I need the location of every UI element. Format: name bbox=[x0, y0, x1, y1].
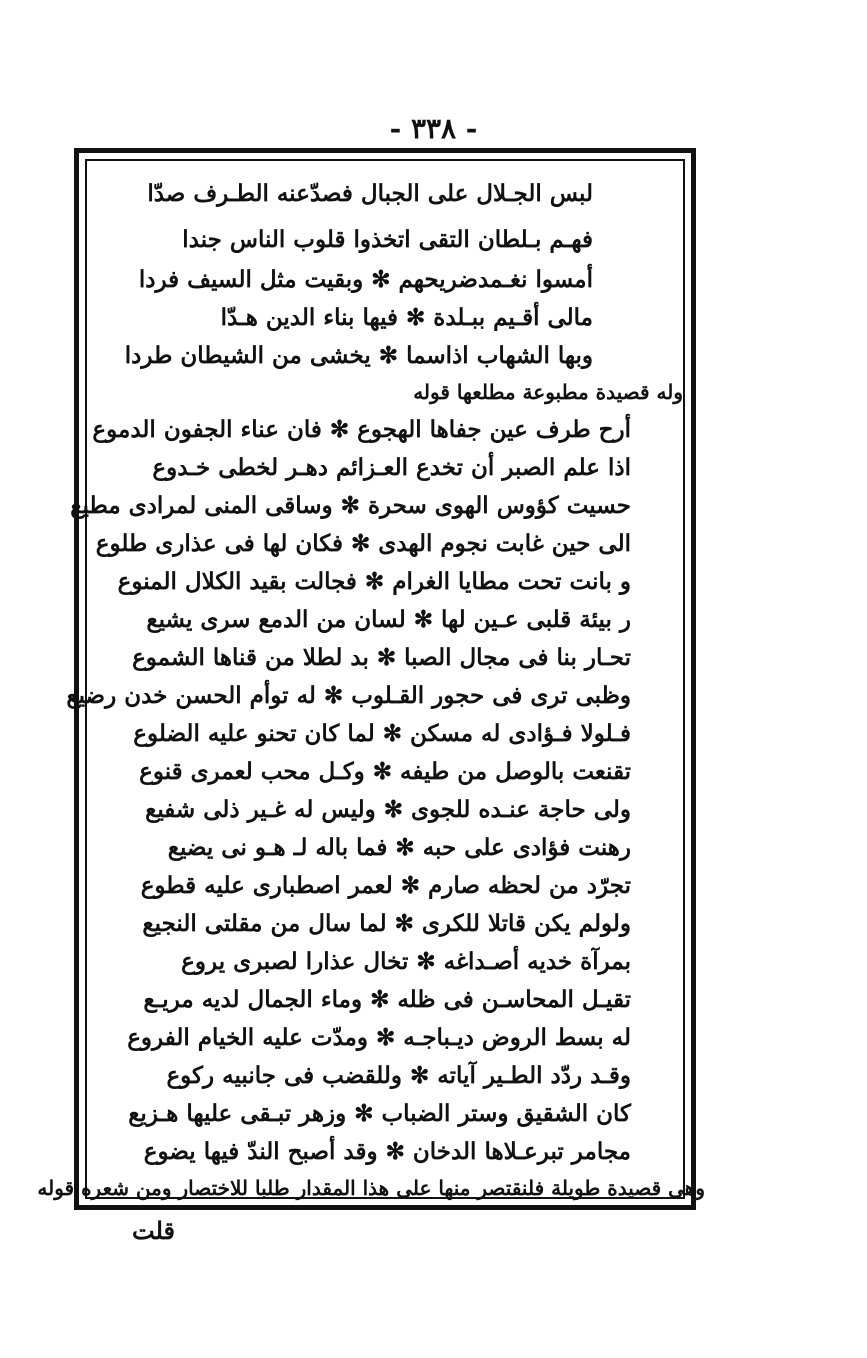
verse-line: لبس الجـلال على الجبال فصدّعنه الطـرف صدّا bbox=[147, 180, 593, 207]
verse-line: فـلولا فـؤادى له مسكن ✻ لما كان تحنو عليه الضلوع bbox=[133, 720, 631, 747]
verse-line: مجامر تبرعـلاها الدخان ✻ وقد أصبح الندّ فيها يضوع bbox=[143, 1138, 631, 1165]
verse-line: تحـار بنا فى مجال الصبا ✻ بد لطلا من قناها الشموع bbox=[132, 644, 631, 671]
verse-line: ر بيئة قلبى عـين لها ✻ لسان من الدمع سرى يشيع bbox=[146, 606, 631, 633]
text-block bbox=[37, 161, 705, 1200]
verse-line: وبها الشهاب اذاسما ✻ يخشى من الشيطان طردا bbox=[124, 342, 593, 369]
verse-line: تقيـل المحاسـن فى ظله ✻ وماء الجمال لديه مريـع bbox=[143, 986, 631, 1013]
verse-line: فهـم بـلطان التقى اتخذوا قلوب الناس جندا bbox=[182, 226, 593, 253]
verse-line: رهنت فؤادى على حبه ✻ فما باله لـ هـو نى يضيع bbox=[167, 834, 631, 861]
verse-line: الى حين غابت نجوم الهدى ✻ فكان لها فى عذارى طلوع bbox=[95, 530, 631, 557]
closing-line: وهى قصيدة طويلة فلنقتصر منها على هذا المقدار طلبا للاختصار ومن شعره قوله bbox=[37, 1176, 705, 1200]
verse-line: ولولم يكن قاتلا للكرى ✻ لما سال من مقلتى النجيع bbox=[142, 910, 631, 937]
verse-line: ولى حاجة عنـده للجوى ✻ وليس له غـير ذلى شفيع bbox=[145, 796, 631, 823]
verse-line: اذا علم الصبر أن تخدع العـزائم دهـر لخطى خـدوع bbox=[152, 454, 631, 481]
verse-line: و بانت تحت مطايا الغرام ✻ فجالت بقيد الكلال المنوع bbox=[117, 568, 631, 595]
verse-line: وظبى ترى فى حجور القـلوب ✻ له توأم الحسن خدن رضيع bbox=[66, 682, 631, 709]
text-frame bbox=[37, 148, 705, 1210]
verse-line: وقـد ردّد الطـير آياته ✻ وللقضب فى جانبيه ركوع bbox=[166, 1062, 631, 1089]
section-heading: وله قصيدة مطبوعة مطلعها قوله bbox=[413, 380, 683, 404]
verse-line: أرح طرف عين جفاها الهجوع ✻ فان عناء الجفون الدموع bbox=[92, 416, 631, 443]
verse-line: أمسوا نغـمدضريحهم ✻ وبقيت مثل السيف فردا bbox=[138, 266, 593, 293]
text-frame-inner bbox=[37, 159, 705, 1200]
verse-line: مالى أقـيم ببـلدة ✻ فيها بناء الدين هـدّا bbox=[220, 304, 593, 331]
catchword: قلت bbox=[132, 1216, 175, 1245]
verse-line: كان الشقيق وستر الضباب ✻ وزهر تبـقى عليها هـزيع bbox=[128, 1100, 631, 1127]
verse-line: حسيت كؤوس الهوى سحرة ✻ وساقى المنى لمرادى مطيع bbox=[70, 492, 631, 519]
page-number: - ٣٣٨ - bbox=[389, 112, 478, 145]
verse-line: تجرّد من لحظه صارم ✻ لعمر اصطبارى عليه قطوع bbox=[140, 872, 631, 899]
verse-line: بمرآة خديه أصـداغه ✻ تخال عذارا لصبرى يروع bbox=[181, 948, 631, 975]
verse-line: له بسط الروض ديـباجـه ✻ ومدّت عليه الخيام الفروع bbox=[127, 1024, 631, 1051]
verse-line: تقنعت بالوصل من طيفه ✻ وكـل محب لعمرى قنوع bbox=[139, 758, 631, 785]
